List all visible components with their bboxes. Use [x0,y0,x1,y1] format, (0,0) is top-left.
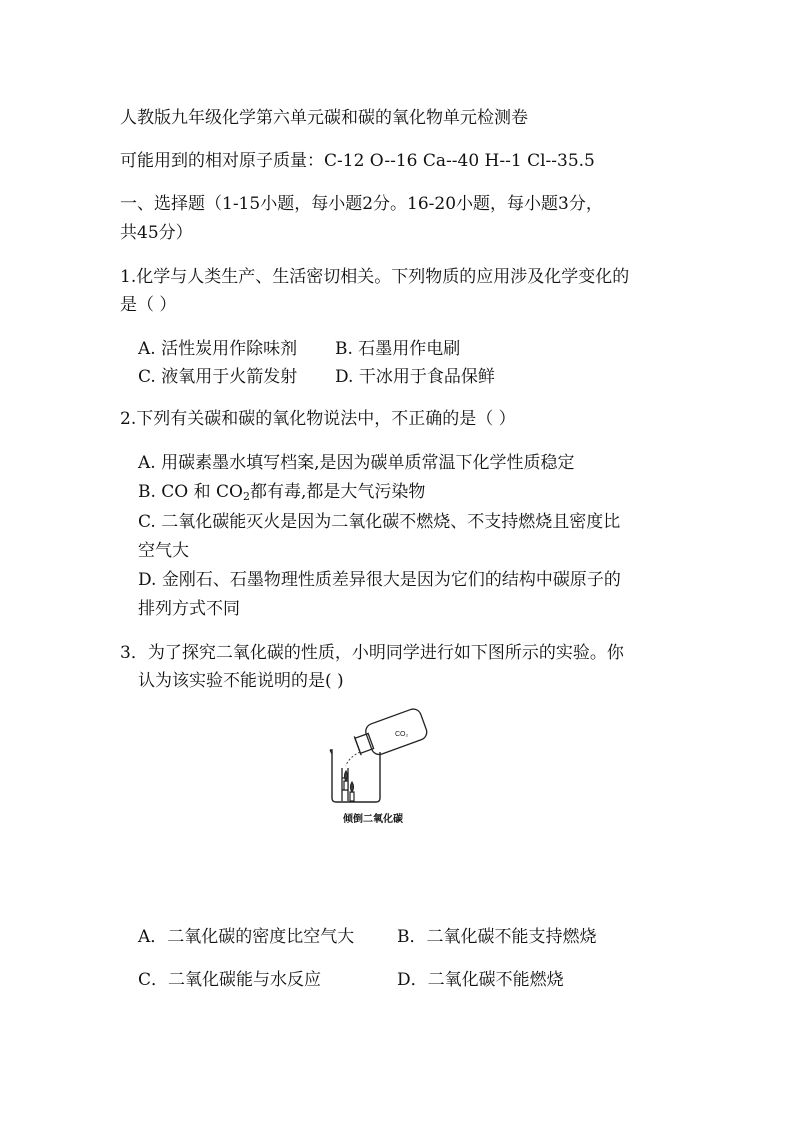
q2-option-d-line2: 排列方式不同 [138,599,240,619]
q2-option-d-line1: D. 金刚石、石墨物理性质差异很大是因为它们的结构中碳原子的 [138,570,621,590]
q2-option-b-post: 都有毒,都是大气污染物 [250,482,426,502]
q2-option-b-subscript: 2 [243,490,250,503]
experiment-figure [326,706,430,826]
co2-bottle [352,707,429,761]
q2-option-b-pre: B. CO 和 CO [138,482,243,502]
section-heading-line2: 共45分） [120,223,193,243]
pouring-co2-diagram [326,706,430,826]
q1-option-c: C. 液氧用于火箭发射 [138,367,298,387]
beaker [330,750,380,802]
q3-option-c: C．二氧化碳能与水反应 [138,970,322,990]
q2-option-a: A. 用碳素墨水填写档案,是因为碳单质常温下化学性质稳定 [138,453,575,473]
q3-option-d: D．二氧化碳不能燃烧 [397,970,564,990]
page-title: 人教版九年级化学第六单元碳和碳的氧化物单元检测卷 [120,108,528,128]
figure-caption: 倾倒二氧化碳 [343,814,403,825]
co2-bottle-label: CO₂ [395,731,409,738]
q3-option-a: A．二氧化碳的密度比空气大 [138,927,355,947]
q1-option-b: B. 石墨用作电刷 [335,339,461,359]
q3-stem-line1: 3．为了探究二氧化碳的性质，小明同学进行如下图所示的实验。你 [120,643,624,663]
q1-option-d: D. 干冰用于食品保鲜 [335,367,495,387]
q2-option-c-line2: 空气大 [138,541,189,561]
q1-option-a: A. 活性炭用作除味剂 [138,339,298,359]
q2-option-b [138,477,425,503]
q1-stem-line2: 是（ ） [120,295,177,315]
q3-stem-line2: 认为该实验不能说明的是( ) [138,671,344,691]
atomic-mass-line: 可能用到的相对原子质量：C-12 O--16 Ca--40 H--1 Cl--35.5 [120,151,595,171]
q2-stem: 2.下列有关碳和碳的氧化物说法中，不正确的是（ ） [120,409,516,429]
gas-flow [346,752,360,766]
candles [344,771,354,801]
q2-option-c-line1: C. 二氧化碳能灭火是因为二氧化碳不燃烧、不支持燃烧且密度比 [138,512,621,532]
q3-option-b: B．二氧化碳不能支持燃烧 [397,927,597,947]
q1-stem-line1: 1.化学与人类生产、生活密切相关。下列物质的应用涉及化学变化的 [120,267,630,287]
section-heading-line1: 一、选择题（1-15小题，每小题2分。16-20小题，每小题3分， [120,194,603,214]
